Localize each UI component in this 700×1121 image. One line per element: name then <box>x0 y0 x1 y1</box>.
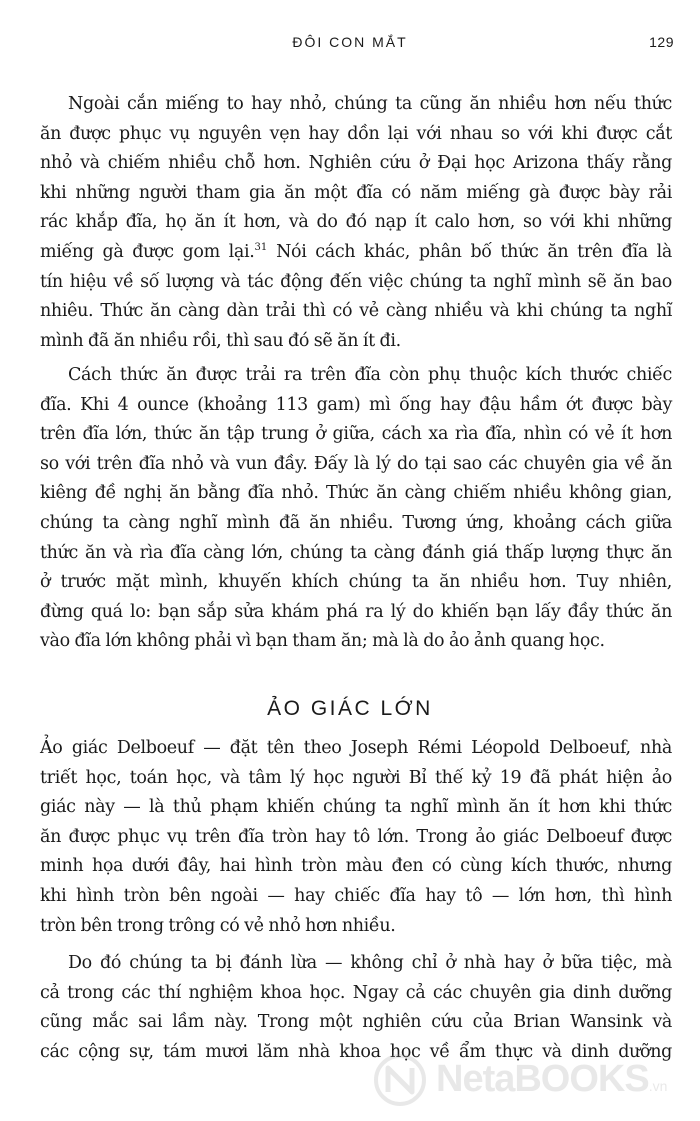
text-line: vào đĩa lớn không phải vì bạn tham ăn; mà là do ảo ảnh quang học. <box>40 631 605 652</box>
page-number: 129 <box>649 34 674 50</box>
text-line: đĩa. Khi 4 ounce (khoảng 113 gam) mì ống hay đậu hầm ớt được bày <box>40 394 672 415</box>
text-line: Ngoài cắn miếng to hay nhỏ, chúng ta cũng ăn nhiều hơn nếu thức <box>68 94 672 114</box>
text-line: cũng mắc sai lầm này. Trong một nghiên cứu của Brian Wansink và <box>40 1012 672 1033</box>
text-line: ăn được phục vụ nguyên vẹn hay dồn lại với nhau so với khi được cắt <box>40 123 672 144</box>
section-paragraph-1 <box>40 734 672 941</box>
text-line: các cộng sự, tám mươi lăm nhà khoa học về ẩm thực và dinh dưỡng <box>40 1041 672 1062</box>
section-paragraph-2 <box>40 949 672 1067</box>
text-line: Ảo giác Delboeuf — đặt tên theo Joseph Rémi Léopold Delboeuf, nhà <box>40 738 672 758</box>
text-line: Cách thức ăn được trải ra trên đĩa còn phụ thuộc kích thước chiếc <box>68 365 672 385</box>
text-line: khi hình tròn bên ngoài — hay chiếc đĩa hay tô — lớn hơn, thì hình <box>40 885 672 906</box>
text-line: nhỏ và chiếm nhiều chỗ hơn. Nghiên cứu ở Đại học Arizona thấy rằng <box>40 153 672 174</box>
paragraph-1 <box>40 90 672 356</box>
text-line: ăn được phục vụ trên đĩa tròn hay tô lớn. Trong ảo giác Delboeuf được <box>40 826 672 847</box>
running-title: ĐÔI CON MẮT <box>292 34 408 50</box>
watermark-brand: NetaBOOKS <box>436 1058 649 1100</box>
text-line: nhiêu. Thức ăn càng dàn trải thì có vẻ càng nhiều và khi chúng ta nghĩ <box>40 301 672 322</box>
text-line: đừng quá lo: bạn sắp sửa khám phá ra lý do khiến bạn lấy đầy thức ăn <box>40 601 672 622</box>
text-line: trên đĩa lớn, thức ăn tập trung ở giữa, cách xa rìa đĩa, nhìn có vẻ ít hơn <box>40 424 672 445</box>
text-line: Do đó chúng ta bị đánh lừa — không chỉ ở nhà hay ở bữa tiệc, mà <box>68 953 672 973</box>
text-line: triết học, toán học, và tâm lý học người Bỉ thế kỷ 19 đã phát hiện ảo <box>40 767 672 788</box>
text-line: mình đã ăn nhiều rồi, thì sau đó sẽ ăn ít đi. <box>40 330 401 351</box>
text-line: ở trước mặt mình, khuyến khích chúng ta ăn nhiều hơn. Tuy nhiên, <box>40 572 672 593</box>
text-line: khi những người tham gia ăn một đĩa có năm miếng gà được bày rải <box>40 182 672 203</box>
watermark-suffix: .vn <box>648 1078 668 1094</box>
footnote-ref: 31 <box>254 242 268 254</box>
text-fragment: Nói cách khác, phân bố thức ăn trên đĩa là <box>267 241 672 262</box>
text-line: minh họa dưới đây, hai hình tròn màu đen có cùng kích thước, nhưng <box>40 856 672 877</box>
text-line: so với trên đĩa nhỏ và vun đầy. Đấy là lý do tại sao các chuyên gia về ăn <box>40 453 672 474</box>
text-line: thức ăn và rìa đĩa càng lớn, chúng ta càng đánh giá thấp lượng thực ăn <box>40 542 672 563</box>
text-fragment: miếng gà được gom lại. <box>40 241 255 262</box>
running-header <box>0 34 700 54</box>
text-line: rác khắp đĩa, họ ăn ít hơn, và do đó nạp ít calo hơn, so với khi những <box>40 212 672 233</box>
text-line: tín hiệu về số lượng và tác động đến việc chúng ta nghĩ mình sẽ ăn bao <box>40 271 672 292</box>
paragraph-2 <box>40 361 672 657</box>
text-line: cả trong các thí nghiệm khoa học. Ngay cả các chuyên gia dinh dưỡng <box>40 982 672 1003</box>
text-line-with-footnote <box>40 238 672 268</box>
section-heading: ẢO GIÁC LỚN <box>267 697 433 720</box>
text-line: kiêng đề nghị ăn bằng đĩa nhỏ. Thức ăn càng chiếm nhiều không gian, <box>40 483 672 504</box>
text-line: giác này — là thủ phạm khiến chúng ta nghĩ mình ăn ít hơn khi thức <box>40 797 672 818</box>
text-line: chúng ta càng nghĩ mình đã ăn nhiều. Tương ứng, khoảng cách giữa <box>40 512 672 533</box>
text-line: tròn bên trong trông có vẻ nhỏ hơn nhiều. <box>40 915 396 936</box>
